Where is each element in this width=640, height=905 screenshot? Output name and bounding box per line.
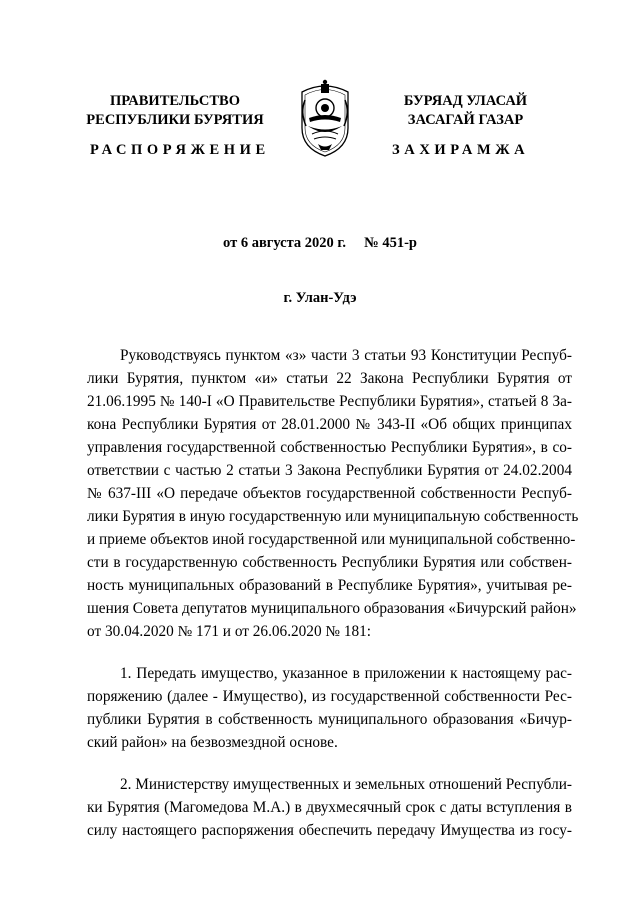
text-line: кона Республики Бурятия от 28.01.2000 № 343-II «Об общих принципах: [87, 416, 572, 433]
header-right-line1: БУРЯАД УЛАСАЙ: [403, 93, 528, 109]
text-line: 21.06.1995 № 140-I «О Правительстве Республики Бурятия», статьей 8 За-: [87, 393, 572, 410]
header-left-line2: РЕСПУБЛИКИ БУРЯТИЯ: [86, 112, 264, 128]
text-line: 1. Передать имущество, указанное в приложении к настоящему рас-: [120, 665, 572, 682]
text-line: лики Бурятия, пунктом «и» статьи 22 Закона Республики Бурятия от: [87, 370, 572, 387]
doc-type-bua: ЗАХИРАМЖА: [392, 142, 530, 158]
header-right-line2: ЗАСАГАЙ ГАЗАР: [407, 112, 524, 128]
text-line: сти в государственную собственность Республики Бурятия или собствен-: [87, 554, 572, 571]
header-left: [70, 92, 280, 130]
text-line: силу настоящего распоряжения обеспечить передачу Имущества из госу-: [87, 822, 572, 839]
header-left-line1: ПРАВИТЕЛЬСТВО: [110, 93, 240, 109]
coat-of-arms-icon: [296, 78, 354, 158]
doc-type-ru: РАСПОРЯЖЕНИЕ: [90, 142, 270, 158]
text-line: шения Совета депутатов муниципального образования «Бичурский район»: [87, 600, 577, 617]
header-right: [368, 92, 563, 130]
text-line: ки Бурятия (Магомедова М.А.) в двухмесячный срок с даты вступления в: [87, 799, 572, 816]
text-line: управления государственной собственностью Республики Бурятия», в со-: [87, 439, 572, 456]
text-line: ский район» на безвозмездной основе.: [87, 734, 338, 751]
city: г. Улан-Удэ: [283, 290, 357, 306]
text-line: ответствии с частью 2 статьи 3 Закона Республики Бурятия от 24.02.2004: [87, 462, 572, 479]
text-line: поряжению (далее - Имущество), из государственной собственности Рес-: [87, 688, 572, 705]
text-line: от 30.04.2020 № 171 и от 26.06.2020 № 181:: [87, 623, 372, 640]
text-line: № 637-III «О передаче объектов государственной собственности Респуб-: [87, 485, 572, 502]
text-line: Руководствуясь пунктом «з» части 3 статьи 93 Конституции Респуб-: [120, 347, 572, 364]
text-line: 2. Министерству имущественных и земельных отношений Республи-: [120, 776, 572, 793]
text-line: лики Бурятия в иную государственную или муниципальную собственность: [87, 508, 579, 525]
text-line: ность муниципальных образований в Республике Бурятия», учитывая ре-: [87, 577, 572, 594]
text-line: публики Бурятия в собственность муниципального образования «Бичур-: [87, 711, 572, 728]
document-date: от 6 августа 2020 г.: [223, 235, 346, 251]
text-line: и приеме объектов иной государственной или муниципальной собственно-: [87, 531, 576, 548]
document-number: № 451-р: [364, 235, 417, 251]
date-number-line: [0, 235, 640, 252]
